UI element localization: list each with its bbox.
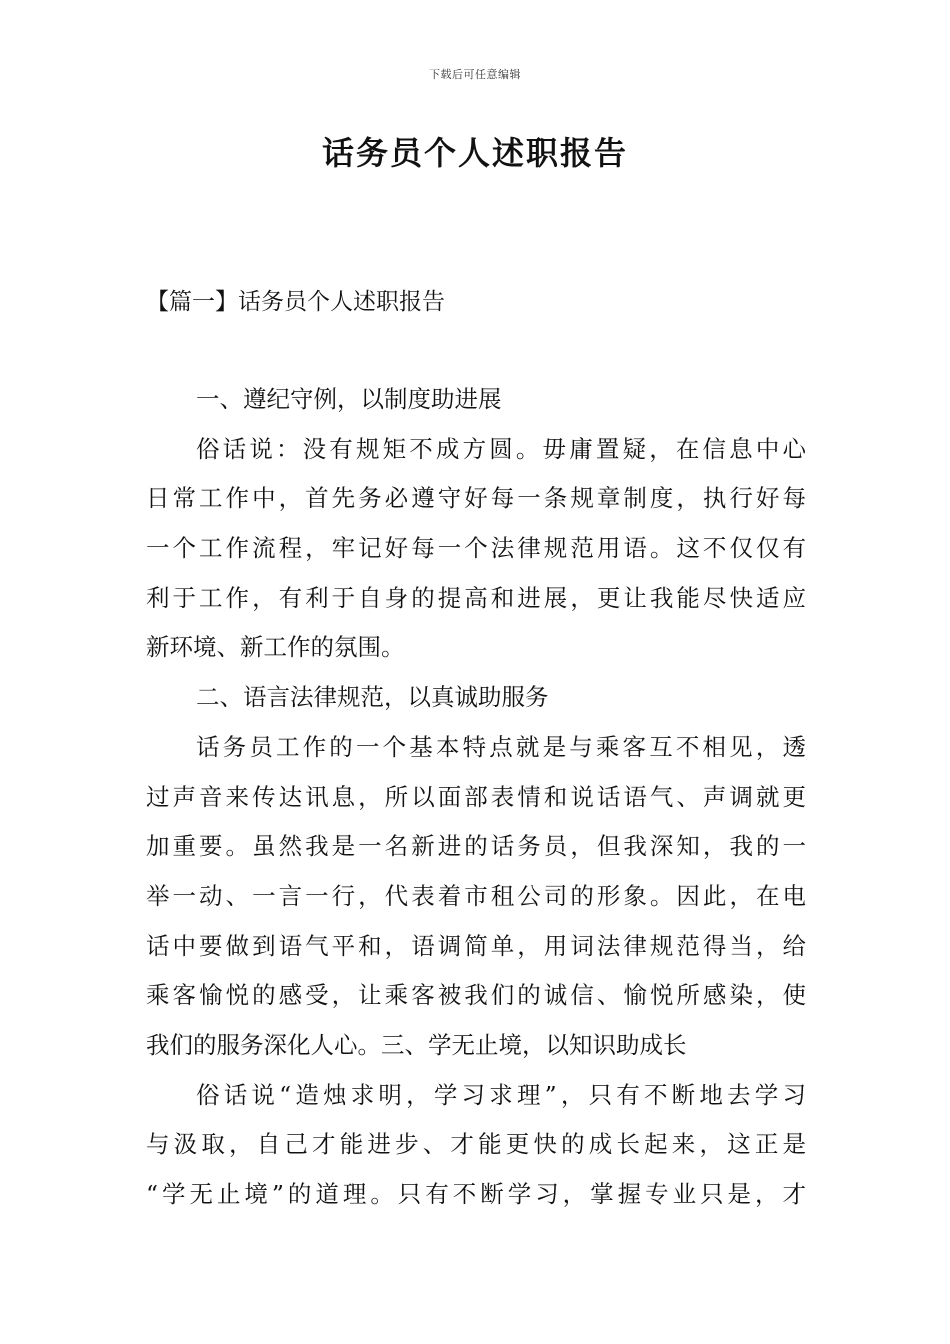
document-body (146, 375, 806, 1220)
text-line: 二、语言法律规范，以真诚助服务 (196, 683, 549, 712)
text-line: 举一动、一言一行，代表着市租公司的形象。因此，在电 (146, 881, 806, 910)
text-line: 加重要。虽然我是一名新进的话务员，但我深知，我的一 (146, 832, 806, 861)
text-line: 利于工作，有利于自身的提高和进展，更让我能尽快适应 (146, 583, 806, 612)
text-line: “学无止境”的道理。只有不断学习，掌握专业只是，才 (146, 1180, 806, 1208)
text-line: 与汲取，自己才能进步、才能更快的成长起来，这正是 (146, 1130, 806, 1159)
header-note: 下载后可任意编辑 (429, 68, 521, 81)
text-line: 一、遵纪守例，以制度助进展 (196, 385, 502, 413)
text-line: 一个工作流程，牢记好每一个法律规范用语。这不仅仅有 (146, 534, 806, 563)
document-title: 话务员个人述职报告 (321, 134, 628, 172)
section-heading: 【篇一】话务员个人述职报告 (146, 289, 445, 315)
text-line: 我们的服务深化人心。三、学无止境，以知识助成长 (146, 1030, 687, 1059)
text-line: 乘客愉悦的感受，让乘客被我们的诚信、愉悦所感染，使 (146, 981, 806, 1010)
text-line: 话中要做到语气平和，语调简单，用词法律规范得当，给 (146, 931, 806, 960)
text-line: 日常工作中，首先务必遵守好每一条规章制度，执行好每 (146, 484, 806, 513)
text-line: 俗话说“造烛求明，学习求理”，只有不断地去学习 (196, 1080, 806, 1109)
text-line: 话务员工作的一个基本特点就是与乘客互不相见，透 (196, 732, 806, 761)
text-line: 过声音来传达讯息，所以面部表情和说话语气、声调就更 (146, 782, 806, 811)
text-line: 俗话说：没有规矩不成方圆。毋庸置疑，在信息中心 (196, 434, 806, 463)
text-line: 新环境、新工作的氛围。 (146, 633, 405, 662)
